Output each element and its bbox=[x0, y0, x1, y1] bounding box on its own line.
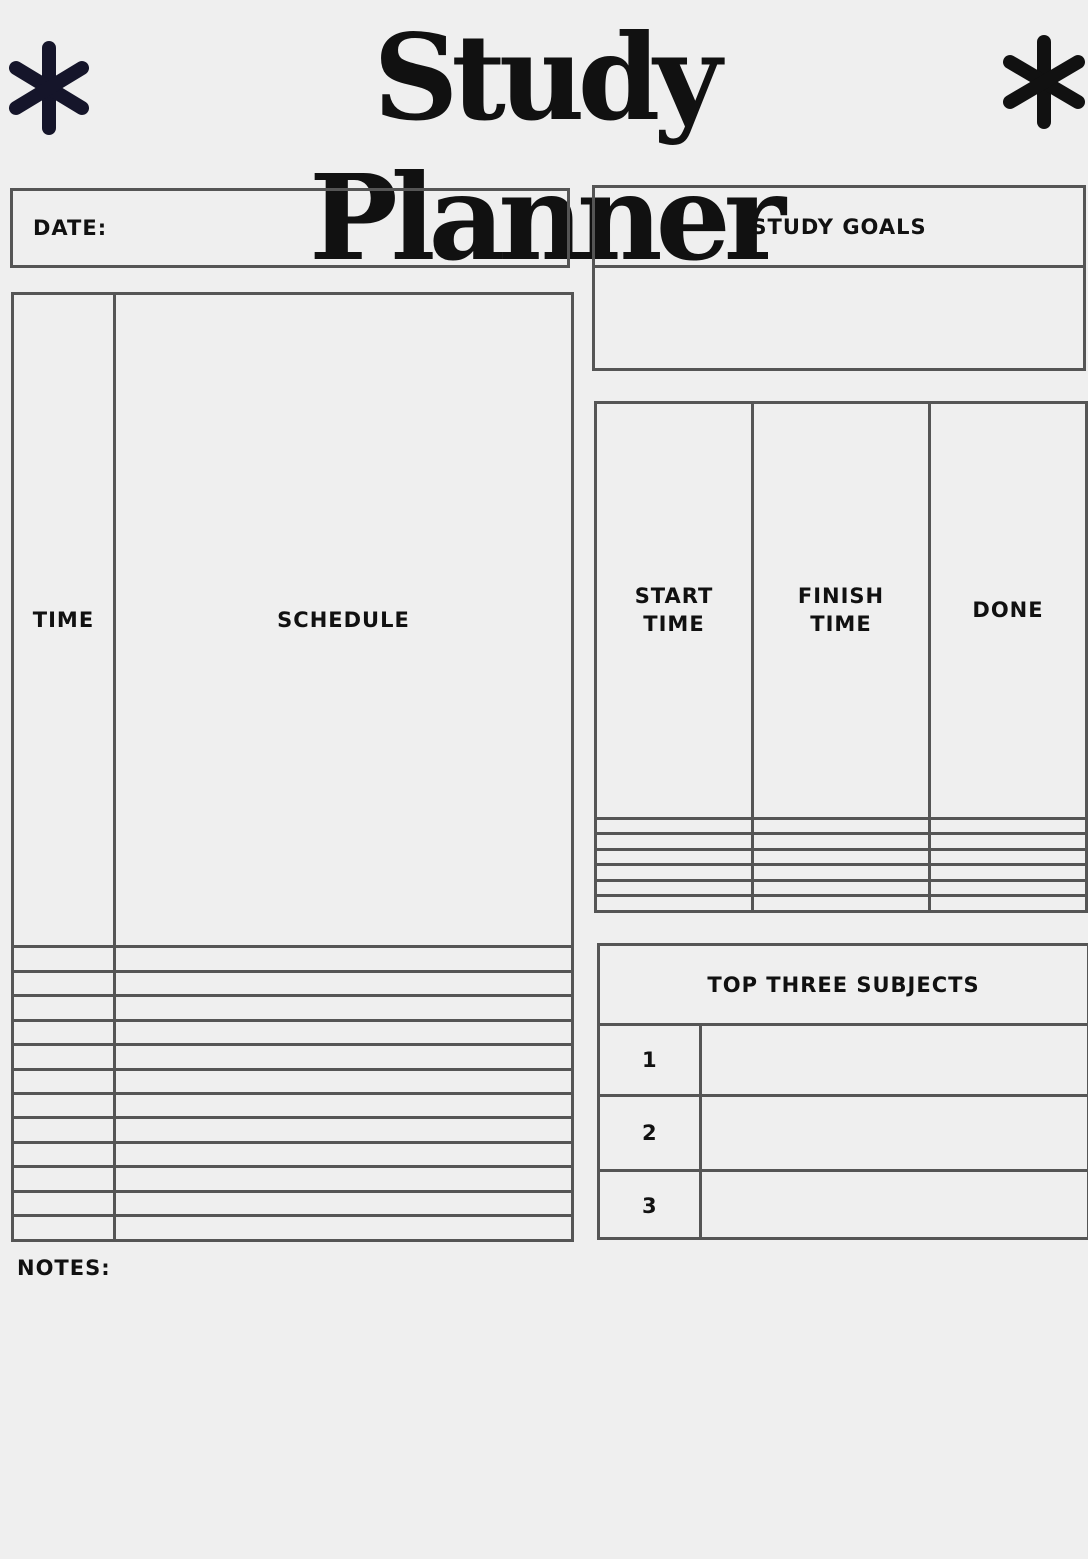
subject-number: 1 bbox=[600, 1026, 700, 1096]
schedule-time-cell[interactable] bbox=[13, 996, 115, 1020]
start-time-cell[interactable] bbox=[596, 834, 753, 850]
schedule-time-cell[interactable] bbox=[13, 1191, 115, 1215]
finish-time-cell[interactable] bbox=[753, 849, 930, 865]
subject-field[interactable] bbox=[700, 1170, 1087, 1240]
start-time-cell[interactable] bbox=[596, 880, 753, 896]
schedule-entry-cell[interactable] bbox=[115, 1020, 573, 1044]
schedule-time-cell[interactable] bbox=[13, 1094, 115, 1118]
finish-time-header: FINISH TIME bbox=[753, 403, 930, 819]
schedule-entry-cell[interactable] bbox=[115, 1216, 573, 1241]
finish-time-cell[interactable] bbox=[753, 818, 930, 834]
schedule-entry-cell[interactable] bbox=[115, 1045, 573, 1069]
start-time-cell[interactable] bbox=[596, 818, 753, 834]
schedule-time-cell[interactable] bbox=[13, 1020, 115, 1044]
schedule-time-cell[interactable] bbox=[13, 971, 115, 995]
done-cell[interactable] bbox=[930, 834, 1087, 850]
study-goals-area[interactable] bbox=[595, 268, 1083, 368]
start-time-cell[interactable] bbox=[596, 896, 753, 912]
top-subjects-box bbox=[597, 943, 1088, 1240]
schedule-time-cell[interactable] bbox=[13, 1118, 115, 1142]
finish-time-cell[interactable] bbox=[753, 896, 930, 912]
schedule-entry-cell[interactable] bbox=[115, 1191, 573, 1215]
schedule-header: SCHEDULE bbox=[115, 294, 573, 947]
done-cell[interactable] bbox=[930, 880, 1087, 896]
done-cell[interactable] bbox=[930, 865, 1087, 881]
schedule-table bbox=[11, 292, 574, 1242]
done-cell[interactable] bbox=[930, 849, 1087, 865]
subject-field[interactable] bbox=[700, 1026, 1087, 1096]
subject-number: 3 bbox=[600, 1170, 700, 1240]
page-title: Study Planner bbox=[309, 8, 779, 287]
schedule-time-cell[interactable] bbox=[13, 1069, 115, 1093]
done-header: DONE bbox=[930, 403, 1087, 819]
schedule-time-cell[interactable] bbox=[13, 1142, 115, 1166]
top-subjects-title: TOP THREE SUBJECTS bbox=[707, 972, 980, 997]
schedule-entry-cell[interactable] bbox=[115, 1118, 573, 1142]
schedule-time-header: TIME bbox=[13, 294, 115, 947]
date-field[interactable] bbox=[10, 188, 570, 268]
schedule-entry-cell[interactable] bbox=[115, 947, 573, 971]
schedule-time-cell[interactable] bbox=[13, 1216, 115, 1241]
schedule-time-cell[interactable] bbox=[13, 1167, 115, 1191]
date-label: DATE: bbox=[33, 216, 108, 240]
schedule-entry-cell[interactable] bbox=[115, 971, 573, 995]
notes-area[interactable] bbox=[17, 1295, 1077, 1545]
subject-field[interactable] bbox=[700, 1096, 1087, 1170]
schedule-entry-cell[interactable] bbox=[115, 1069, 573, 1093]
start-time-header: START TIME bbox=[596, 403, 753, 819]
schedule-entry-cell[interactable] bbox=[115, 1167, 573, 1191]
start-time-cell[interactable] bbox=[596, 849, 753, 865]
subject-number: 2 bbox=[600, 1096, 700, 1170]
asterisk-icon bbox=[996, 22, 1086, 132]
schedule-time-cell[interactable] bbox=[13, 947, 115, 971]
finish-time-cell[interactable] bbox=[753, 880, 930, 896]
finish-time-cell[interactable] bbox=[753, 834, 930, 850]
schedule-time-cell[interactable] bbox=[13, 1045, 115, 1069]
notes-label: NOTES: bbox=[17, 1256, 111, 1280]
done-cell[interactable] bbox=[930, 818, 1087, 834]
finish-time-cell[interactable] bbox=[753, 865, 930, 881]
study-goals-title: STUDY GOALS bbox=[751, 214, 927, 239]
schedule-entry-cell[interactable] bbox=[115, 996, 573, 1020]
schedule-entry-cell[interactable] bbox=[115, 1094, 573, 1118]
study-goals-box bbox=[592, 185, 1086, 371]
time-tracker-table bbox=[594, 401, 1088, 913]
done-cell[interactable] bbox=[930, 896, 1087, 912]
start-time-cell[interactable] bbox=[596, 865, 753, 881]
asterisk-icon bbox=[4, 28, 94, 138]
schedule-entry-cell[interactable] bbox=[115, 1142, 573, 1166]
